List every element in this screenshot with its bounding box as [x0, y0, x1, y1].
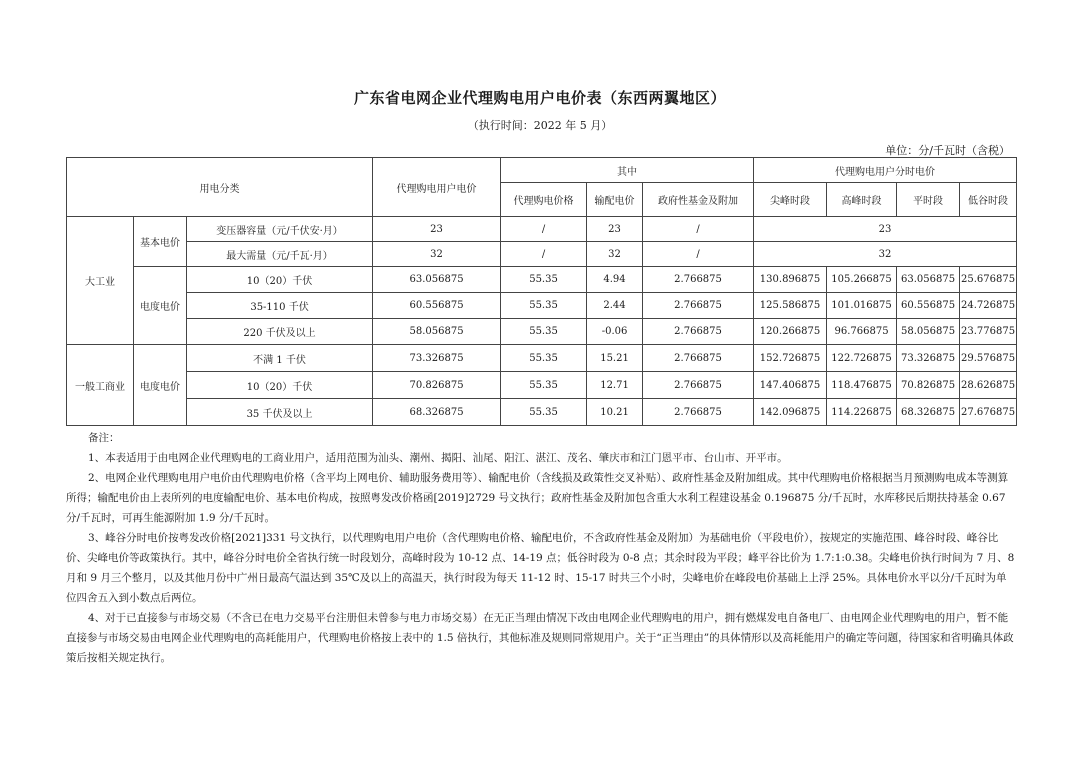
note-2: 2、电网企业代理购电用户电价由代理购电价格（含平均上网电价、辅助服务费用等）、输配电价（含线损及政策性交叉补贴）、政府性基金及附加组成。其中代理购电价格根据当月预测购电成本等测算所得；输配电价由上表所列的电度输配电价、基本电价构成，按照粤发改价格函[2019]2729 号文执行；政府性基金及附加包含重大水利工程建设基金 0.196875 分/千瓦时，水库移民后期扶持基金 0.67 分/千瓦时，可再生能源附加 1.9 分/千瓦时。: [66, 472, 1009, 524]
table-row: [67, 399, 1017, 426]
cell-procurement: 55.35: [501, 399, 587, 426]
cell-peak-sharp: 152.726875: [754, 345, 827, 372]
cell-agent: 23: [373, 217, 501, 242]
unit-label: 单位：分/千瓦时（含税）: [885, 144, 1010, 157]
cell-gov-fund: 2.766875: [643, 372, 754, 399]
cell-tou: 32: [754, 242, 1017, 267]
cell-flat: 68.326875: [897, 399, 960, 426]
cell-peak: 105.266875: [827, 267, 897, 293]
cell-flat: 73.326875: [897, 345, 960, 372]
subcategory-energy-price: 电度电价: [134, 267, 187, 345]
cell-peak: 118.476875: [827, 372, 897, 399]
row-label: 最大需量（元/千瓦·月）: [187, 242, 373, 267]
header-peak-sharp: 尖峰时段: [754, 183, 827, 217]
cell-transmission: 4.94: [587, 267, 643, 293]
header-peak: 高峰时段: [827, 183, 897, 217]
cell-transmission: 12.71: [587, 372, 643, 399]
cell-agent: 63.056875: [373, 267, 501, 293]
table-row: [67, 293, 1017, 319]
header-valley: 低谷时段: [960, 183, 1017, 217]
effective-date: （执行时间：2022 年 5 月）: [467, 119, 613, 132]
cell-agent: 70.826875: [373, 372, 501, 399]
cell-flat: 58.056875: [897, 319, 960, 345]
price-table: [66, 157, 1017, 426]
cell-procurement: 55.35: [501, 319, 587, 345]
cell-valley: 28.626875: [960, 372, 1017, 399]
note-3: 3、峰谷分时电价按粤发改价格[2021]331 号文执行，以代理购电用户电价（含代理购电价格、输配电价，不含政府性基金及附加）为基础电价（平段电价），按规定的实施范围、峰谷时段、峰谷比价、尖峰电价等政策执行。其中，峰谷分时电价全省执行统一时段划分，高峰时段为 10-12 点、14-19 点；低谷时段为 0-8 点；其余时段为平段；峰平谷比价为 1.7:1:0.38。尖峰电价执行时间为 7 月、8 月和 9 月三个整月，以及其他月份中广州日最高气温达到 35℃及以上的高温天，执行时段为每天 11-12 时、15-17 时共三个小时，尖峰电价在峰段电价基础上上浮 25%。具体电价水平以分/千瓦时为单位四舍五入到小数点后两位。: [66, 532, 1015, 604]
cell-procurement: 55.35: [501, 345, 587, 372]
cell-gov-fund: 2.766875: [643, 319, 754, 345]
row-label: 10（20）千伏: [187, 267, 373, 293]
subcategory-energy-price: 电度电价: [134, 345, 187, 426]
cell-agent: 32: [373, 242, 501, 267]
cell-flat: 60.556875: [897, 293, 960, 319]
cell-peak: 114.226875: [827, 399, 897, 426]
header-flat: 平时段: [897, 183, 960, 217]
cell-gov-fund: 2.766875: [643, 293, 754, 319]
header-tou-group: 代理购电用户分时电价: [754, 158, 1017, 183]
page-title: 广东省电网企业代理购电用户电价表（东西两翼地区）: [353, 89, 726, 107]
cell-valley: 29.576875: [960, 345, 1017, 372]
header-transmission: 输配电价: [587, 183, 643, 217]
cell-procurement: 55.35: [501, 293, 587, 319]
cell-peak-sharp: 120.266875: [754, 319, 827, 345]
header-agent-price: 代理购电用户电价: [373, 158, 501, 217]
cell-gov-fund: 2.766875: [643, 267, 754, 293]
cell-transmission: 2.44: [587, 293, 643, 319]
cell-procurement: 55.35: [501, 267, 587, 293]
cell-peak-sharp: 147.406875: [754, 372, 827, 399]
cell-gov-fund: /: [643, 242, 754, 267]
cell-peak-sharp: 130.896875: [754, 267, 827, 293]
header-procurement: 代理购电价格: [501, 183, 587, 217]
cell-peak: 122.726875: [827, 345, 897, 372]
cell-tou: 23: [754, 217, 1017, 242]
cell-peak-sharp: 125.586875: [754, 293, 827, 319]
row-label: 10（20）千伏: [187, 372, 373, 399]
row-label: 变压器容量（元/千伏安·月）: [187, 217, 373, 242]
cell-transmission: 10.21: [587, 399, 643, 426]
row-label: 35-110 千伏: [187, 293, 373, 319]
notes-heading: 备注：: [88, 432, 120, 444]
subcategory-basic-price: 基本电价: [134, 217, 187, 267]
table-row: [67, 345, 1017, 372]
cell-peak: 96.766875: [827, 319, 897, 345]
cell-procurement: 55.35: [501, 372, 587, 399]
cell-agent: 68.326875: [373, 399, 501, 426]
category-general-commercial: 一般工商业: [67, 345, 134, 426]
cell-flat: 63.056875: [897, 267, 960, 293]
category-large-industry: 大工业: [67, 217, 134, 345]
table-row: [67, 217, 1017, 242]
table-row: [67, 372, 1017, 399]
table-row: [67, 267, 1017, 293]
cell-peak-sharp: 142.096875: [754, 399, 827, 426]
table-row: [67, 319, 1017, 345]
header-gov-fund: 政府性基金及附加: [643, 183, 754, 217]
cell-valley: 23.776875: [960, 319, 1017, 345]
cell-transmission: 23: [587, 217, 643, 242]
cell-procurement: /: [501, 242, 587, 267]
note-1: 1、本表适用于由电网企业代理购电的工商业用户，适用范围为汕头、潮州、揭阳、汕尾、阳江、湛江、茂名、肇庆市和江门恩平市、台山市、开平市。: [88, 452, 788, 464]
cell-gov-fund: 2.766875: [643, 345, 754, 372]
header-qizhong: 其中: [501, 158, 754, 183]
cell-peak: 101.016875: [827, 293, 897, 319]
cell-transmission: 32: [587, 242, 643, 267]
cell-valley: 24.726875: [960, 293, 1017, 319]
cell-agent: 58.056875: [373, 319, 501, 345]
cell-gov-fund: 2.766875: [643, 399, 754, 426]
cell-agent: 73.326875: [373, 345, 501, 372]
row-label: 35 千伏及以上: [187, 399, 373, 426]
table-row: [67, 242, 1017, 267]
cell-gov-fund: /: [643, 217, 754, 242]
cell-transmission: -0.06: [587, 319, 643, 345]
row-label: 220 千伏及以上: [187, 319, 373, 345]
cell-valley: 25.676875: [960, 267, 1017, 293]
notes-section: [66, 428, 1016, 668]
cell-valley: 27.676875: [960, 399, 1017, 426]
header-category: 用电分类: [67, 158, 373, 217]
note-4: 4、对于已直接参与市场交易（不含已在电力交易平台注册但未曾参与电力市场交易）在无正当理由情况下改由电网企业代理购电的用户，拥有燃煤发电自备电厂、由电网企业代理购电的用户，暂不能直接参与市场交易由电网企业代理购电的高耗能用户，代理购电价格按上表中的 1.5 倍执行，其他标准及规则同常规用户。关于“正当理由”的具体情形以及高耗能用户的确定等问题，待国家和省明确具体政策后按相关规定执行。: [66, 612, 1014, 664]
cell-procurement: /: [501, 217, 587, 242]
cell-flat: 70.826875: [897, 372, 960, 399]
cell-agent: 60.556875: [373, 293, 501, 319]
row-label: 不满 1 千伏: [187, 345, 373, 372]
cell-transmission: 15.21: [587, 345, 643, 372]
